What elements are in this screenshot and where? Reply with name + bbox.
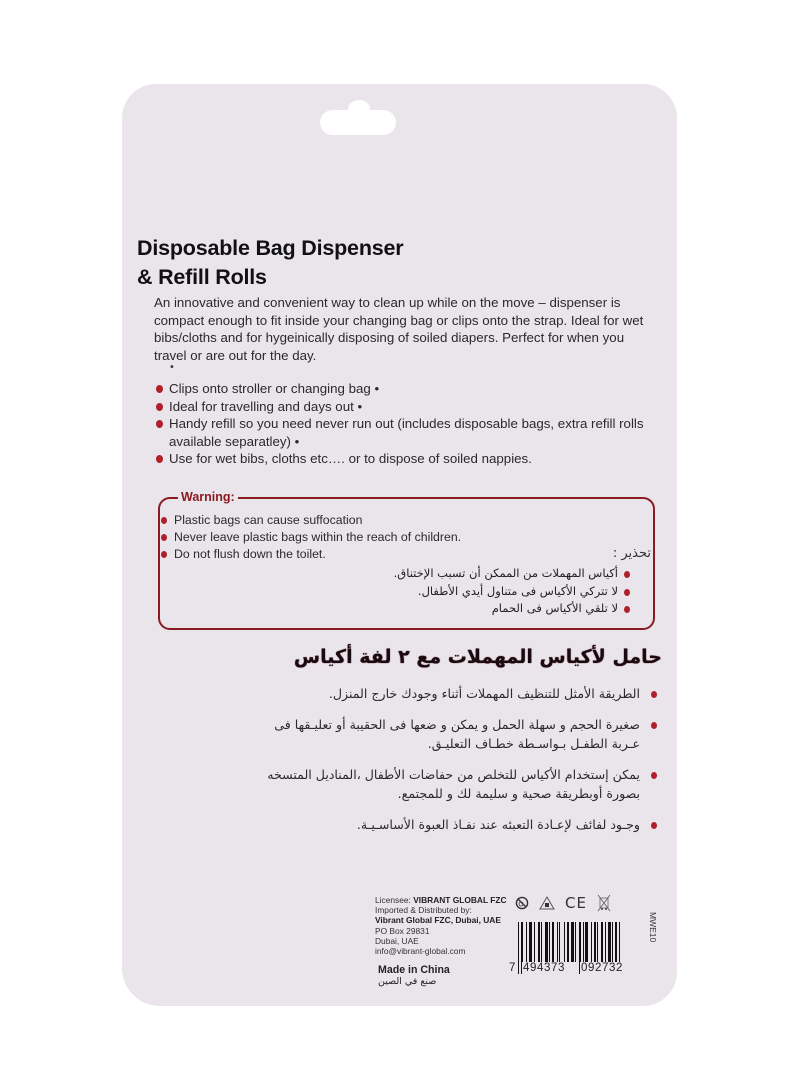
weee-bin-icon [597,894,611,912]
warning-triangle-icon [539,896,555,910]
bullet-icon [651,822,657,829]
bullet-icon [156,455,163,463]
warning-item-ar: لا تتركي الأكياس فى متناول أيدي الأطفال. [394,583,630,601]
warning-list-ar [394,565,630,618]
licensee-line: Licensee: VIBRANT GLOBAL FZC [375,895,507,905]
arabic-feature-list [260,684,660,846]
warning-item: Do not flush down the toilet. [159,546,461,563]
feature-list [154,380,654,468]
bullet-icon [161,534,167,541]
warning-label: Warning: [178,490,238,504]
product-title [137,234,403,292]
bullet-icon [156,385,163,393]
arabic-feature-item: الطريقة الأمثل للتنظيف المهملات أثناء وجودك خارج المنزل. [260,684,660,703]
certification-icons [515,894,611,912]
city: Dubai, UAE [375,935,419,946]
made-in: Made in China [378,964,450,976]
bullet-icon [156,403,163,411]
product-title-line1: Disposable Bag Dispenser [137,236,404,260]
arabic-feature-item: صغيرة الحجم و سهلة الحمل و يمكن و ضعها فى الحقيبة أو تعليـقها فى عـربة الطفـل بـواسـطة خطـاف التعليـق. [260,715,660,753]
bullet-icon [651,722,657,729]
warning-title-ar: تحذير : [612,546,651,561]
stray-dot: • [169,362,175,373]
warning-item: Plastic bags can cause suffocation [159,512,461,529]
hang-hole [320,110,396,135]
feature-item: Ideal for travelling and days out • [154,398,654,416]
bullet-icon [624,589,630,596]
bullet-icon [651,772,657,779]
po-box: PO Box 29831 [375,925,430,936]
made-in-ar: صنع في الصين [378,976,437,987]
feature-item: Handy refill so you need never run out (includes disposable bags, extra refill rolls available separatley) • [154,415,654,450]
email: info@vibrant-global.com [375,946,466,957]
warning-item-ar: لا تلقي الأكياس فى الحمام [394,600,630,618]
feature-item: Clips onto stroller or changing bag • [154,380,654,398]
ce-mark-icon: CE [565,894,587,912]
arabic-feature-item: وجـود لفائف لإعـادة التعبئه عند نفـاذ العبوة الأساسـيـة. [260,815,660,834]
model-code: MWE10 [648,912,658,943]
licensee-block [375,895,507,956]
product-intro: An innovative and convenient way to clean up while on the move – dispenser is compact enough to fit inside your changing bag or clips onto the strap. Ideal for wet bibs/cloths and for hygeinically disposing of soiled diapers. Perfect for when you travel or are out for the day. [154,295,644,363]
warning-item-ar: أكياس المهملات من الممكن أن تسبب الإختناق. [394,565,630,583]
product-title-line2: & Refill Rolls [137,265,267,289]
bullet-icon [624,606,630,613]
bullet-icon [161,551,167,558]
no-mouth-icon [515,896,529,910]
warning-list-en [159,512,461,564]
imported-by: Imported & Distributed by: [375,905,472,916]
barcode-number: 7 494373 092732 [509,962,634,974]
warning-item: Never leave plastic bags within the reach of children. [159,529,461,546]
bullet-icon [161,517,167,524]
distributor: Vibrant Global FZC, Dubai, UAE [375,915,501,926]
arabic-heading: حامل لأكياس المهملات مع ٢ لفة أكياس [293,646,662,668]
bullet-icon [651,691,657,698]
bullet-icon [156,420,163,428]
arabic-feature-item: يمكن إستخدام الأكياس للتخلص من حفاضات الأطفال ،المناديل المتسخه بصورة أوبطريقة صحية و سليمة لك و للمجتمع. [260,765,660,803]
bullet-icon [624,571,630,578]
feature-item: Use for wet bibs, cloths etc…. or to dispose of soiled nappies. [154,450,654,468]
